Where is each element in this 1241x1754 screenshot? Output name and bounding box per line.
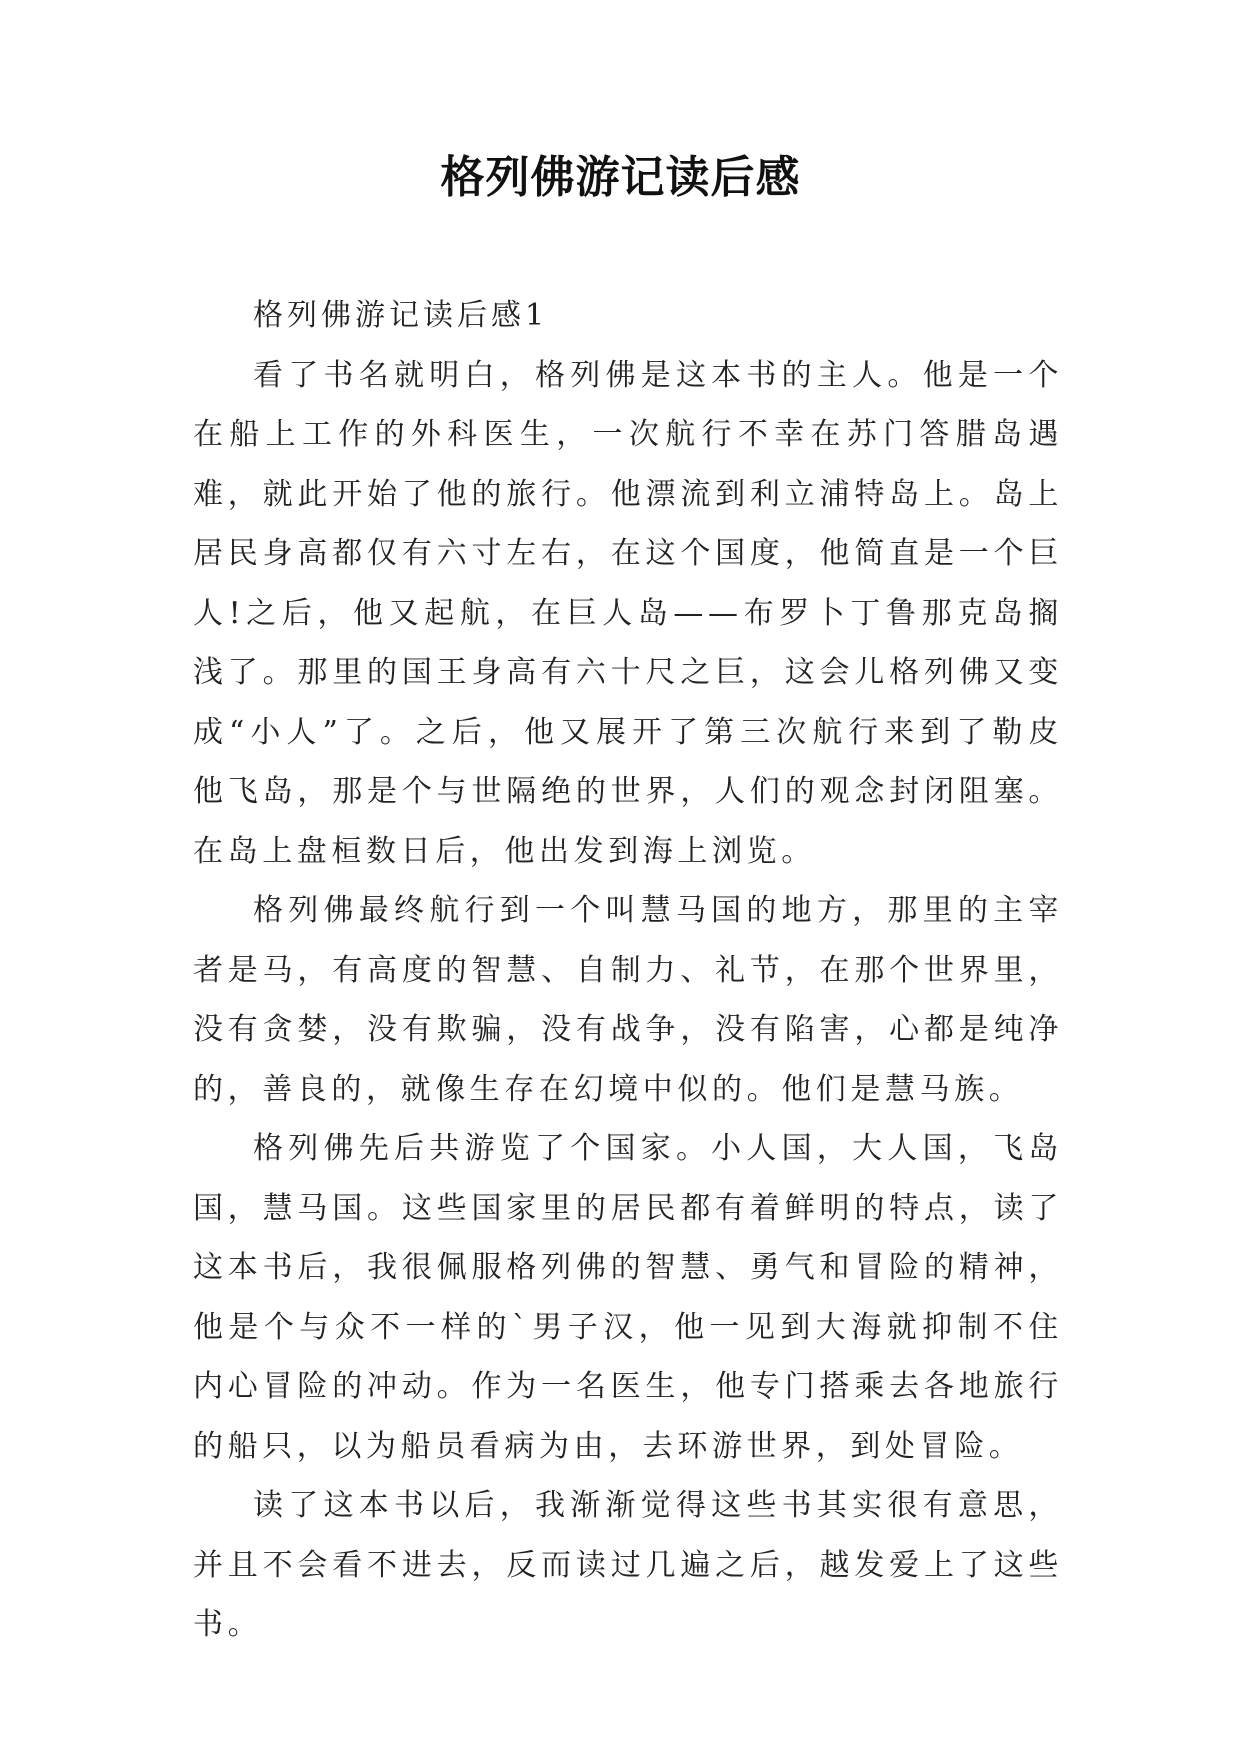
section-heading: 格列佛游记读后感1 (253, 298, 549, 333)
paragraph: 看了书名就明白，格列佛是这本书的主人。他是一个在船上工作的外科医生，一次航行不幸在苏门答腊岛遇难，就此开始了他的旅行。他漂流到利立浦特岛上。岛上居民身高都仅有六寸左右，在这个国度，他简直是一个巨人!之后，他又起航，在巨人岛——布罗卜丁鲁那克岛搁浅了。那里的国王身高有六十尺之巨，这会儿格列佛又变成“小人”了。之后，他又展开了第三次航行来到了勒皮他飞岛，那是个与世隔绝的世界，人们的观念封闭阻塞。在岛上盘桓数日后，他出发到海上浏览。 (193, 357, 1063, 869)
paragraph: 格列佛最终航行到一个叫慧马国的地方，那里的主宰者是马，有高度的智慧、自制力、礼节，在那个世界里，没有贪婪，没有欺骗，没有战争，没有陷害，心都是纯净的，善良的，就像生存在幻境中似的。他们是慧马族。 (193, 893, 1063, 1107)
document-title: 格列佛游记读后感 (440, 152, 801, 203)
paragraph: 格列佛先后共游览了个国家。小人国，大人国，飞岛国，慧马国。这些国家里的居民都有着鲜明的特点，读了这本书后，我很佩服格列佛的智慧、勇气和冒险的精神，他是个与众不一样的`男子汉，他一见到大海就抑制不住内心冒险的冲动。作为一名医生，他专门搭乘去各地旅行的船只，以为船员看病为由，去环游世界，到处冒险。 (193, 1131, 1063, 1464)
document-body (193, 286, 1063, 1655)
paragraph: 读了这本书以后，我渐渐觉得这些书其实很有意思，并且不会看不进去，反而读过几遍之后，越发爱上了这些书。 (193, 1488, 1063, 1642)
